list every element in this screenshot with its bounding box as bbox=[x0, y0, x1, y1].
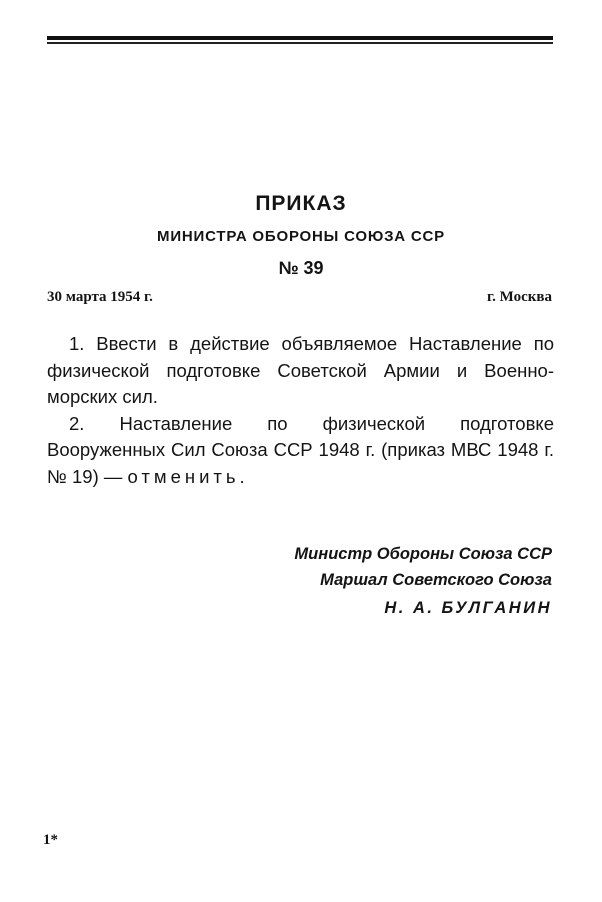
top-rule-thin bbox=[47, 42, 553, 44]
order-body bbox=[47, 331, 554, 490]
paragraph-2-text: 2. Наставление по физической подготовке Вооруженных Сил Союза ССР 1948 г. (приказ МВС 1948 г. № 19) — bbox=[47, 412, 554, 487]
signature-rank-line: Маршал Советского Союза bbox=[320, 571, 552, 589]
top-border-rule bbox=[47, 36, 553, 45]
order-number: № 39 bbox=[278, 258, 324, 278]
signature-block bbox=[294, 541, 552, 621]
top-rule-thick bbox=[47, 36, 553, 40]
paragraph-1: 1. Ввести в действие объявляемое Наставление по физической подготовке Советской Армии и Военно-морских сил. bbox=[47, 333, 554, 407]
paragraph-2 bbox=[47, 411, 554, 491]
signature-name: Н. А. БУЛГАНИН bbox=[384, 599, 552, 617]
page-signature-mark: 1* bbox=[43, 832, 58, 848]
order-date: 30 марта 1954 г. bbox=[47, 289, 153, 305]
order-issuer: МИНИСТРА ОБОРОНЫ СОЮЗА ССР bbox=[157, 228, 445, 245]
paragraph-2-tail: . bbox=[239, 465, 245, 487]
order-city: г. Москва bbox=[487, 289, 552, 305]
signature-title-line: Министр Обороны Союза ССР bbox=[294, 545, 552, 563]
order-title: ПРИКАЗ bbox=[255, 192, 347, 215]
paragraph-2-emphasis: отменить bbox=[127, 465, 240, 487]
